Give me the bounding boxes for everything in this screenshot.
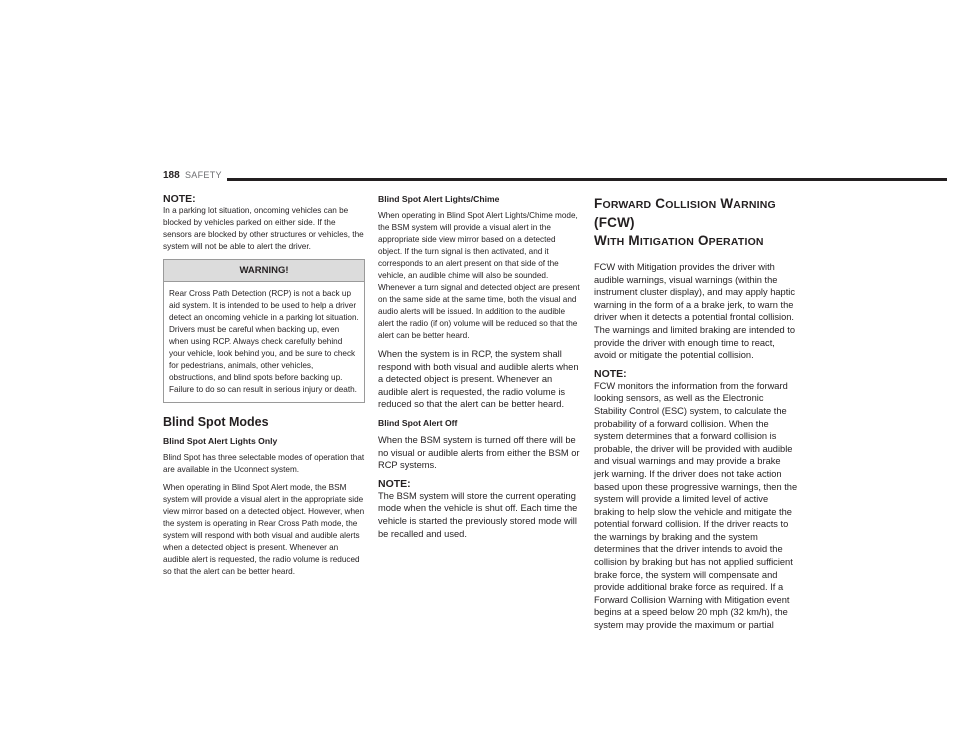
column-2 [378, 193, 580, 546]
subheading: Blind Spot Alert Lights/Chime [378, 194, 500, 204]
warning-title: WARNING! [164, 260, 364, 282]
header-rule [227, 178, 947, 181]
column-1 [163, 193, 365, 584]
paragraph: When operating in Blind Spot Alert Lights/Chime mode, the BSM system will provide a visual alert in the appropriate side view mirror based on a detected object. If the turn signal is then activated, and it corresponds to an alert present on that side of the vehicle, an audible chime will also be sounded. Whenever a turn signal and detected object are present on the same side at the same time, both the visual and audio alerts will be issued. In addition to the audible alert the radio (if on) volume will be reduced so that the alert can be better heard. [378, 211, 580, 340]
section-heading: Blind Spot Modes [163, 415, 269, 429]
note-label: NOTE: [594, 367, 627, 380]
paragraph: When the BSM system is turned off there will be no visual or audible alerts from either the BSM or RCP systems. [378, 434, 580, 471]
paragraph: When the system is in RCP, the system shall respond with both visual and audible alerts when a detected object is present. Whenever an audible alert is requested, the radio volume is reduced so that the alert can be better heard. [378, 349, 579, 410]
warning-box [163, 259, 365, 403]
note-label: NOTE: [163, 193, 196, 205]
column-3 [594, 193, 798, 638]
section-name: SAFETY [185, 170, 222, 180]
subheading: Blind Spot Alert Off [378, 417, 458, 428]
subheading: Blind Spot Alert Lights Only [163, 436, 278, 446]
note-label: NOTE: [378, 477, 411, 490]
page-header [163, 170, 783, 186]
warning-text: Rear Cross Path Detection (RCP) is not a back up aid system. It is intended to be used to help a driver detect an oncoming vehicle in a parking lot situation. Drivers must be careful when backing up, even when using RCP. Always check carefully behind your vehicle, look behind you, and be sure to check for pedestrians, animals, other vehicles, obstructions, and blind spots before backing up. Failure to do so can result in serious injury or death. [169, 289, 359, 394]
note-text: FCW monitors the information from the forward looking sensors, as well as the Electronic Stability Control (ESC) system, to calculate the probability of a forward collision. When the system determines that a forward collision is probable, the driver will be provided with audible and visual warnings and may provide a brake jerk warning. If the driver does not take action based upon these progressive warnings, then the system will provide a limited level of active braking to help slow the vehicle and mitigate the potential forward collision. If the driver reacts to the warnings by braking and the system determines that the driver intends to avoid the collision by braking but has not applied sufficient brake force, the system will compensate and provide additional brake force as required. If a Forward Collision Warning with Mitigation event begins at a speed below 20 mph (32 km/h), the system may provide the maximum or partial [594, 380, 798, 631]
paragraph: Blind Spot has three selectable modes of operation that are available in the Uconnect system. [163, 453, 365, 474]
note-text: In a parking lot situation, oncoming vehicles can be blocked by vehicles parked on either side. If the sensors are blocked by other structures or vehicles, the system will not be able to alert the driver. [163, 206, 364, 251]
section-title: FORWARD COLLISION WARNING (FCW) WITH MITIGATION OPERATION [594, 196, 776, 248]
note-text: The BSM system will store the current operating mode when the vehicle is shut off. Each time the vehicle is started the previously stored mode will be recalled and used. [378, 490, 578, 539]
page-number: 188 [163, 170, 180, 181]
paragraph: FCW with Mitigation provides the driver with audible warnings, visual warnings (within the instrument cluster display), and may apply haptic warning in the form of a a brake jerk, to warn the driver when it detects a potential frontal collision. The warnings and limited braking are intended to provide the driver with enough time to react, avoid or mitigate the potential collision. [594, 262, 796, 361]
paragraph: When operating in Blind Spot Alert mode, the BSM system will provide a visual alert in the appropriate side view mirror based on a detected object. However, when the system is operating in Rear Cross Path mode, the system will respond with both visual and audible alerts when a detected object is present. Whenever an audible alert is requested, the radio volume is reduced so that the alert can be better heard. [163, 483, 365, 576]
